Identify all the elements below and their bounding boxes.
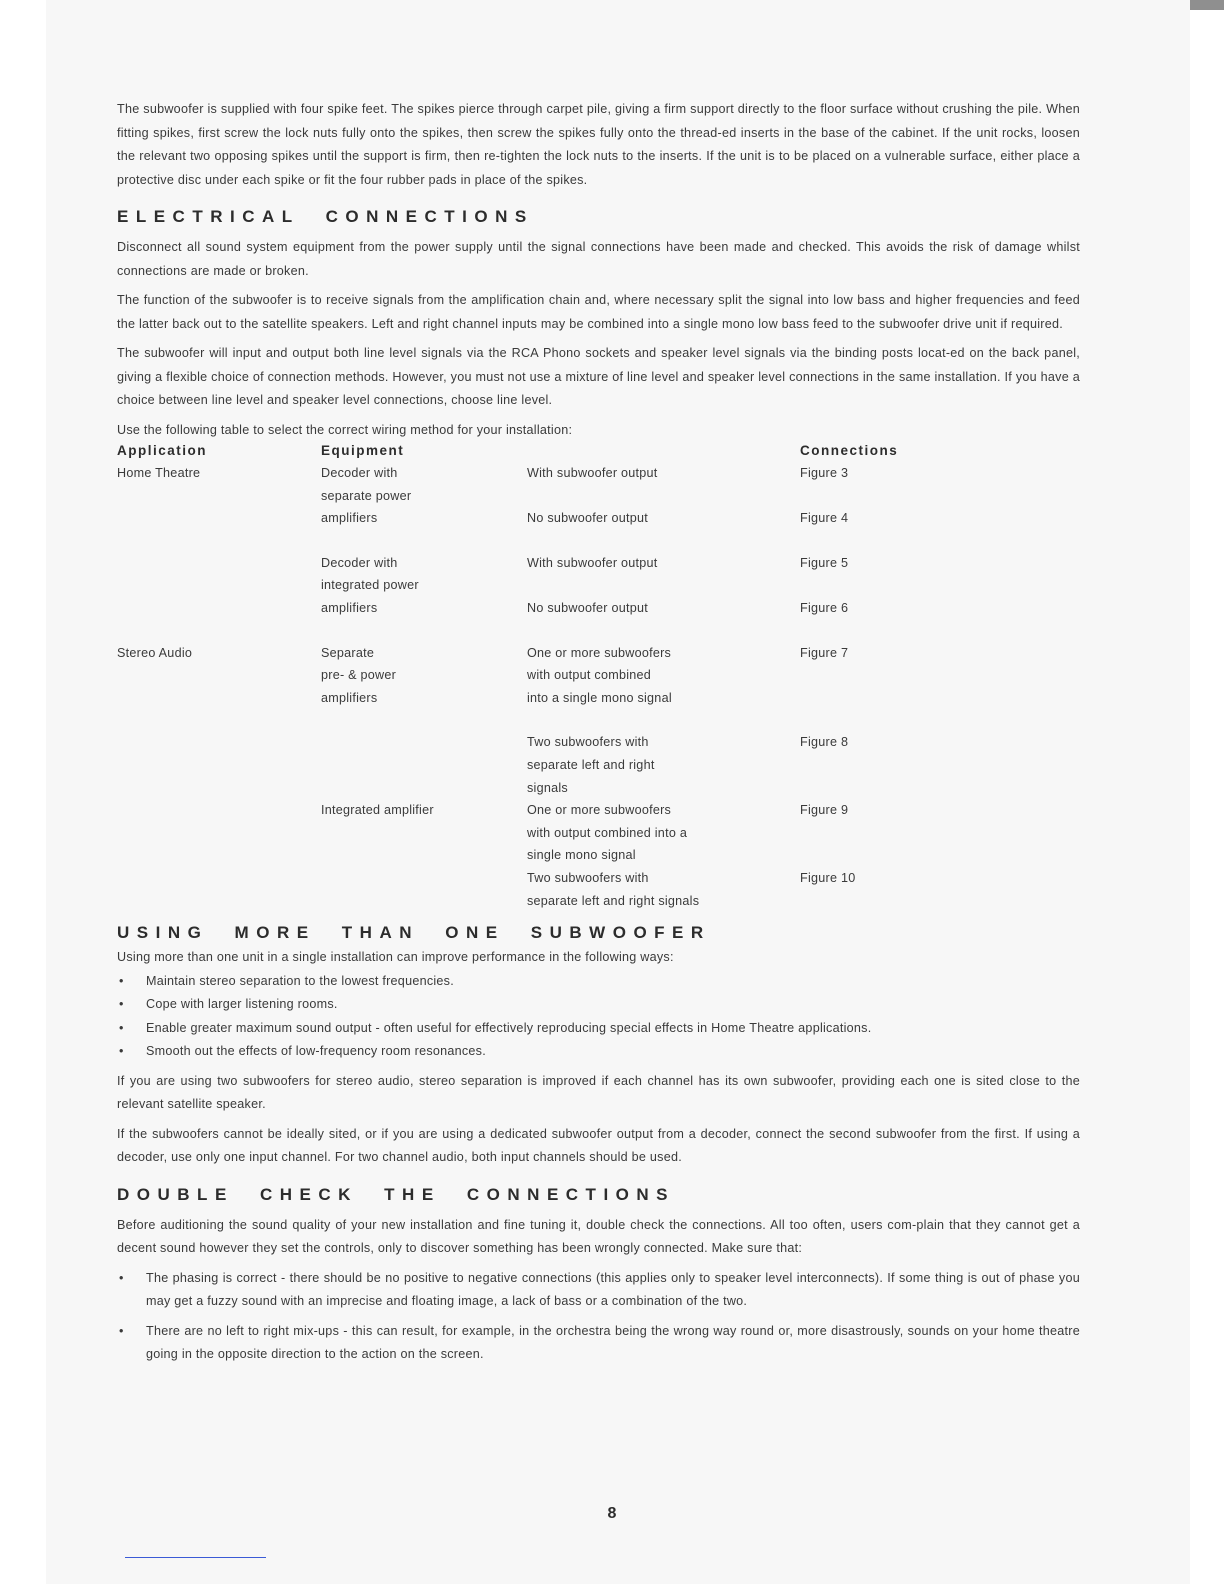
scan-edge-mark: [1190, 0, 1224, 10]
table-row: [117, 552, 1080, 575]
cell-connection: Figure 7: [800, 645, 849, 660]
cell-detail-text: One or more subwoofers with output combined into a single mono signal: [527, 645, 672, 705]
electrical-connections-heading: ELECTRICAL CONNECTIONS: [117, 207, 534, 226]
header-application: Application: [117, 443, 207, 458]
table-spacer: [117, 530, 1080, 552]
cell-equipment: [321, 462, 527, 530]
list-item: • Maintain stereo separation to the lowest frequencies.: [117, 970, 1080, 994]
cell-detail: No subwoofer output: [527, 600, 648, 615]
double-check-intro: Before auditioning the sound quality of your new installation and fine tuning it, double check the connections. All too often, users com-plain that they cannot get a decent sound however they set the controls, only to discover something has been wrongly connected. Make sure that:: [117, 1217, 1080, 1256]
cell-connection: Figure 5: [800, 555, 849, 570]
cell-detail: [527, 799, 800, 867]
scan-margin-left: [0, 0, 46, 1584]
electrical-paragraph: The subwoofer will input and output both line level signals via the RCA Phono sockets and speaker level signals via the binding posts locat-ed on the back panel, giving a flexible choice of connection methods. However, you must not use a mixture of line level and speaker level connections in the same installation. If you have a choice between line level and speaker level connections, choose line level.: [117, 346, 1080, 407]
cell-detail-text: Two subwoofers with separate left and right signals: [527, 870, 700, 908]
table-spacer: [117, 620, 1080, 642]
cell-application: Home Theatre: [117, 466, 201, 480]
page-content: [117, 98, 1080, 1373]
cell-detail: With subwoofer output: [527, 466, 658, 480]
table-row: [117, 731, 1080, 799]
using-more-than-one-heading: USING MORE THAN ONE SUBWOOFER: [117, 923, 711, 943]
cell-application: Stereo Audio: [117, 645, 193, 660]
cell-equipment: [321, 552, 527, 620]
cell-detail: No subwoofer output: [527, 511, 648, 526]
cell-connection: Figure 6: [800, 600, 849, 615]
list-item: • Cope with larger listening rooms.: [117, 993, 1080, 1017]
cell-equipment: [321, 867, 527, 912]
table-row: [117, 867, 1080, 912]
cell-connection: Figure 10: [800, 870, 856, 885]
multiple-paragraph: If the subwoofers cannot be ideally sited, or if you are using a dedicated subwoofer output from a decoder, connect the second subwoofer from the first. If using a decoder, use only one input channel. For two channel audio, both input channels should be used.: [117, 1126, 1080, 1165]
scan-margin-right: [1190, 0, 1224, 1584]
header-equipment: Equipment: [321, 443, 405, 458]
cell-detail: [527, 731, 800, 799]
header-detail: [527, 440, 800, 462]
page-number: 8: [607, 1505, 617, 1522]
cell-application: [117, 799, 321, 867]
cell-equipment-text: Decoder with separate power amplifiers: [321, 466, 412, 526]
cell-detail: [527, 642, 800, 710]
cell-application: [117, 574, 321, 619]
cell-application: [117, 731, 321, 799]
cell-equipment: [321, 642, 527, 710]
double-check-heading: DOUBLE CHECK THE CONNECTIONS: [117, 1184, 676, 1204]
table-header-row: [117, 440, 1080, 462]
table-row: [117, 799, 1080, 867]
cell-equipment-text: Separate pre- & power amplifiers: [321, 645, 397, 705]
cell-connection: Figure 3: [800, 466, 849, 480]
benefits-list: [117, 970, 1080, 1064]
table-row: [117, 485, 1080, 530]
cell-detail: [527, 867, 800, 912]
multiple-intro: Using more than one unit in a single installation can improve performance in the following ways:: [117, 950, 674, 965]
table-row: [117, 574, 1080, 619]
multiple-paragraph: If you are using two subwoofers for stereo audio, stereo separation is improved if each channel has its own subwoofer, providing each one is sited close to the relevant satellite speaker.: [117, 1073, 1080, 1112]
table-row: [117, 462, 1080, 485]
wiring-method-table: [117, 440, 1080, 912]
cell-equipment: Integrated amplifier: [321, 803, 434, 818]
cell-connection: Figure 8: [800, 735, 849, 750]
list-item: • There are no left to right mix-ups - this can result, for example, in the orchestra being the wrong way round or, more disastrously, sounds on your home theatre going in the opposite direction to the action on the screen.: [117, 1320, 1080, 1367]
electrical-paragraph: The function of the subwoofer is to receive signals from the amplification chain and, where necessary split the signal into low bass and higher frequencies and feed the latter back out to the satellite speakers. Left and right channel inputs may be combined into a single mono low bass feed to the subwoofer drive unit if required.: [117, 293, 1080, 331]
cell-connection: Figure 4: [800, 511, 849, 526]
cell-application: [117, 552, 321, 575]
cell-application: [117, 867, 321, 912]
footer-rule: [125, 1557, 266, 1558]
header-connections: Connections: [800, 443, 899, 458]
cell-connection: Figure 9: [800, 803, 849, 818]
table-intro: Use the following table to select the correct wiring method for your installation:: [117, 422, 573, 437]
list-item: • Enable greater maximum sound output - often useful for effectively reproducing special effects in Home Theatre applications.: [117, 1017, 1080, 1041]
cell-application: [117, 485, 321, 530]
cell-equipment-text: Decoder with integrated power amplifiers: [321, 555, 419, 615]
table-spacer: [117, 709, 1080, 731]
cell-detail-text: Two subwoofers with separate left and right signals: [527, 735, 655, 795]
cell-detail: With subwoofer output: [527, 555, 658, 570]
cell-detail-text: One or more subwoofers with output combined into a single mono signal: [527, 803, 688, 863]
list-item: • The phasing is correct - there should be no positive to negative connections (this applies only to speaker level interconnects). If some thing is out of phase you may get a fuzzy sound with an imprecise and floating image, a lack of bass or a combination of the two.: [117, 1267, 1080, 1314]
spikes-paragraph: The subwoofer is supplied with four spike feet. The spikes pierce through carpet pile, giving a firm support directly to the floor surface without crushing the pile. When fitting spikes, first screw the lock nuts fully onto the spikes, then screw the spikes fully onto the thread-ed inserts in the base of the cabinet. If the unit rocks, loosen the relevant two opposing spikes until the support is firm, then re-tighten the lock nuts to the inserts. If the unit is to be placed on a vulnerable surface, either place a protective disc under each spike or fit the four rubber pads in place of the spikes.: [117, 102, 1080, 187]
cell-equipment: [321, 731, 527, 799]
list-item: • Smooth out the effects of low-frequency room resonances.: [117, 1040, 1080, 1064]
electrical-paragraph: Disconnect all sound system equipment from the power supply until the signal connections have been made and checked. This avoids the risk of damage whilst connections are made or broken.: [117, 240, 1080, 278]
checklist: [117, 1267, 1080, 1367]
table-row: [117, 642, 1080, 710]
